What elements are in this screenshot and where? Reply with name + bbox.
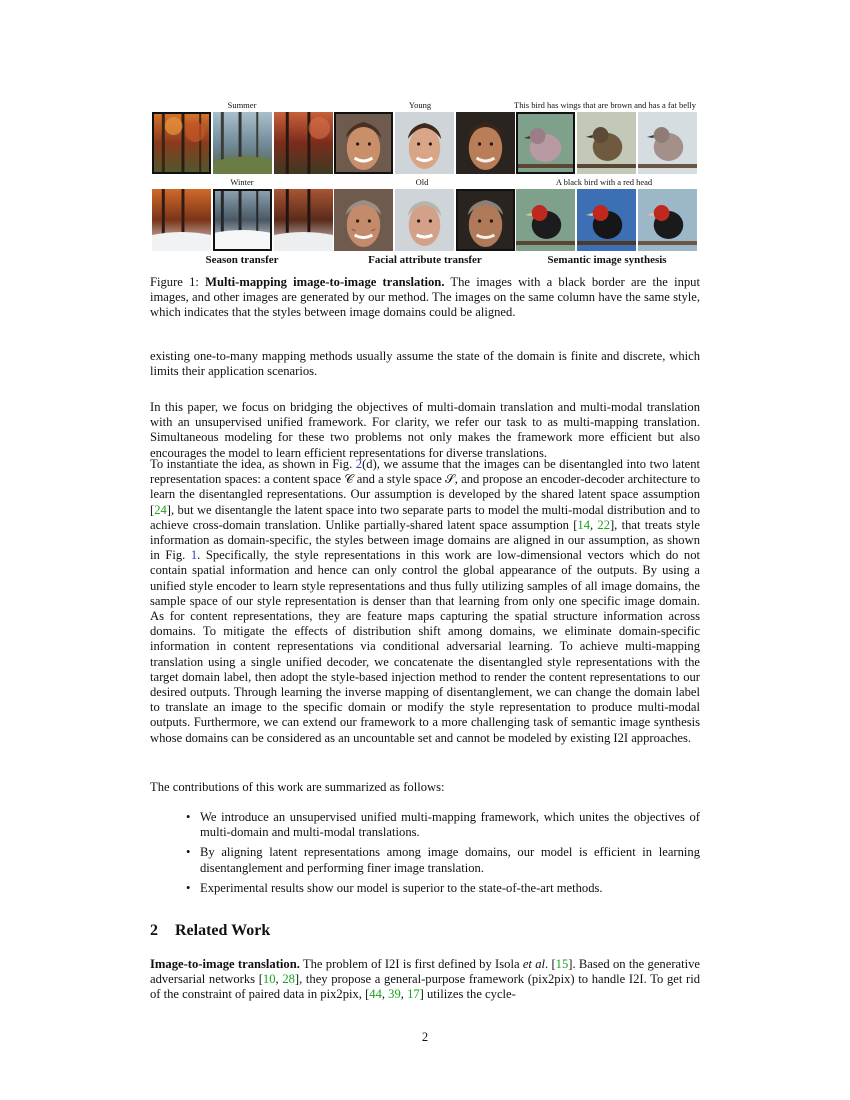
figure-top-labels — [152, 100, 698, 112]
image-face-old-input — [456, 189, 515, 251]
related-etal: et al — [522, 957, 546, 971]
image-forest-summer-2 — [213, 112, 272, 174]
p3-sep: , — [589, 517, 598, 532]
citation-44[interactable]: 44 — [369, 987, 382, 1002]
related-sep-2: , — [381, 987, 389, 1002]
label-facial-attribute-transfer: Facial attribute transfer — [368, 254, 482, 266]
p3-text-a: To instantiate the idea, as shown in Fig. — [150, 457, 356, 471]
paragraph-related-work — [150, 957, 700, 1003]
figure-caption — [150, 275, 700, 321]
section-number: 2 — [150, 922, 158, 939]
paragraph-2: In this paper, we focus on bridging the objectives of multi-domain translation and multi-modal translation with an unsupervised unified framework. For clarity, we refer our task to as multi-mapping translation. Simultaneous modeling for these two problems not only makes the framework more efficient but also encourages the model to learn efficient representations for diverse translations. — [150, 400, 700, 460]
image-forest-summer-input — [152, 112, 211, 174]
image-face-young-input — [334, 112, 393, 174]
p3-text-d: ], that treats style information as domain-specific, the styles between image domains are aligned in our assumption, as shown in Fig. — [150, 517, 701, 563]
image-bird-brown-input — [516, 112, 575, 174]
image-face-old-2 — [395, 189, 454, 251]
figure-row-2 — [152, 189, 698, 251]
label-winter: Winter — [230, 177, 254, 187]
citation-14[interactable]: 14 — [577, 517, 590, 532]
figure-row-1 — [152, 112, 698, 174]
paragraph-4: The contributions of this work are summarized as follows: — [150, 780, 445, 794]
citation-39[interactable]: 39 — [388, 987, 401, 1002]
related-lead: Image-to-image translation. — [150, 957, 300, 971]
caption-prefix: Figure 1: — [150, 275, 206, 289]
image-bird-black-3 — [638, 189, 697, 251]
related-text-a: The problem of I2I is first defined by Isola — [299, 957, 523, 971]
citation-22[interactable]: 22 — [597, 517, 610, 532]
figure-section-labels — [152, 254, 698, 270]
image-forest-winter-1 — [152, 189, 211, 251]
related-text-b: . [ — [545, 957, 556, 971]
citation-17[interactable]: 17 — [407, 987, 420, 1002]
list-item: • Experimental results show our model is superior to the state-of-the-art methods. — [186, 881, 700, 896]
citation-10[interactable]: 10 — [262, 972, 276, 987]
label-bird-black: A black bird with a red head — [555, 177, 653, 187]
image-forest-winter-input — [213, 189, 272, 251]
fig-1-link[interactable]: 1 — [190, 548, 198, 563]
p3-text-b: (d), we assume that the images can be disentangled into two latent representation spaces: a content space 𝒞 and a style space 𝒮, and propose an encoder-decoder architecture to learn the disentangled representations. Our assumption is developed by the shared latent space assumption [ — [150, 457, 700, 517]
caption-title: Multi-mapping image-to-image translation. — [205, 275, 445, 289]
image-forest-summer-3 — [274, 112, 333, 174]
figure-mid-labels — [152, 177, 698, 189]
image-bird-black-1 — [516, 189, 575, 251]
paragraph-3 — [150, 457, 700, 746]
image-bird-brown-2 — [577, 112, 636, 174]
p3-text-e: . Specifically, the style representations in this work are low-dimensional vectors which do not contain spatial information and hence can only control the global appearance of the outputs. By using a unified style encoder to learn style representations and thus fully utilizing samples of all image domains, the sample space of our style representation is denser than that learning from only one specific image domain. As for content representations, they are feature maps capturing the spatial structure information across domains. To mitigate the effects of distribution shift among domains, we eliminate domain-specific information in content representations via conditional adversarial learning. To achieve multi-mapping translation using a single unified decoder, we concatenate the disentangled style representations with the target domain label, then adopt the style-based injection method to render the content representations to our desired outputs. Through learning the inverse mapping of disentanglement, we can change the domain label to translate an image to the specific domain or modify the style representation to produce multi-modal outputs. Furthermore, we can extend our framework to a more challenging task of semantic image synthesis whose domains can be considered as an uncountable set and cannot be modeled by existing I2I approaches. — [150, 548, 700, 745]
label-young: Young — [408, 100, 432, 110]
label-old: Old — [415, 177, 429, 187]
list-item: • We introduce an unsupervised unified multi-mapping framework, which unites the objectives of multi-domain and multi-modal translations. — [186, 810, 700, 840]
label-summer: Summer — [227, 100, 257, 110]
image-face-old-1 — [334, 189, 393, 251]
label-semantic-image-synthesis: Semantic image synthesis — [547, 254, 667, 266]
image-bird-black-2 — [577, 189, 636, 251]
image-forest-winter-3 — [274, 189, 333, 251]
page-number: 2 — [421, 1030, 429, 1044]
section-title: Related Work — [175, 922, 271, 939]
citation-15[interactable]: 15 — [555, 957, 569, 971]
image-face-young-2 — [395, 112, 454, 174]
label-bird-brown: This bird has wings that are brown and has a fat belly — [514, 100, 696, 110]
figure-1 — [152, 100, 698, 270]
label-season-transfer: Season transfer — [205, 254, 279, 266]
citation-28[interactable]: 28 — [282, 972, 295, 987]
fig-2-link[interactable]: 2 — [355, 457, 363, 471]
image-face-young-3 — [456, 112, 515, 174]
related-sep-3: , — [400, 987, 408, 1002]
related-sep-1: , — [275, 972, 283, 987]
p3-text-c: ], but we disentangle the latent space into two separate parts to model the multi-modal distribution and to achieve cross-domain translation. Unlike partially-shared latent space assumption [ — [150, 502, 700, 532]
caption-body: The images with a black border are the input images, and other images are generated by our method. The images on the same column have the same style, which indicates that the styles between image domains could be aligned. — [150, 275, 700, 320]
paragraph-1: existing one-to-many mapping methods usually assume the state of the domain is finite and discrete, which limits their application scenarios. — [150, 349, 700, 379]
related-text-c: ]. Based on the generative adversarial networks [ — [150, 957, 700, 987]
image-bird-brown-3 — [638, 112, 697, 174]
section-heading — [150, 922, 270, 940]
list-item: • By aligning latent representations among image domains, our model is efficient in learning disentanglement and performing finer image translation. — [186, 845, 700, 875]
citation-24[interactable]: 24 — [154, 502, 167, 517]
related-text-e: ] utilizes the cycle- — [419, 987, 516, 1002]
related-text-d: ], they propose a general-purpose framework (pix2pix) to handle I2I. To get rid of the constraint of paired data in pix2pix, [ — [150, 972, 700, 1002]
contributions-list — [186, 810, 700, 901]
